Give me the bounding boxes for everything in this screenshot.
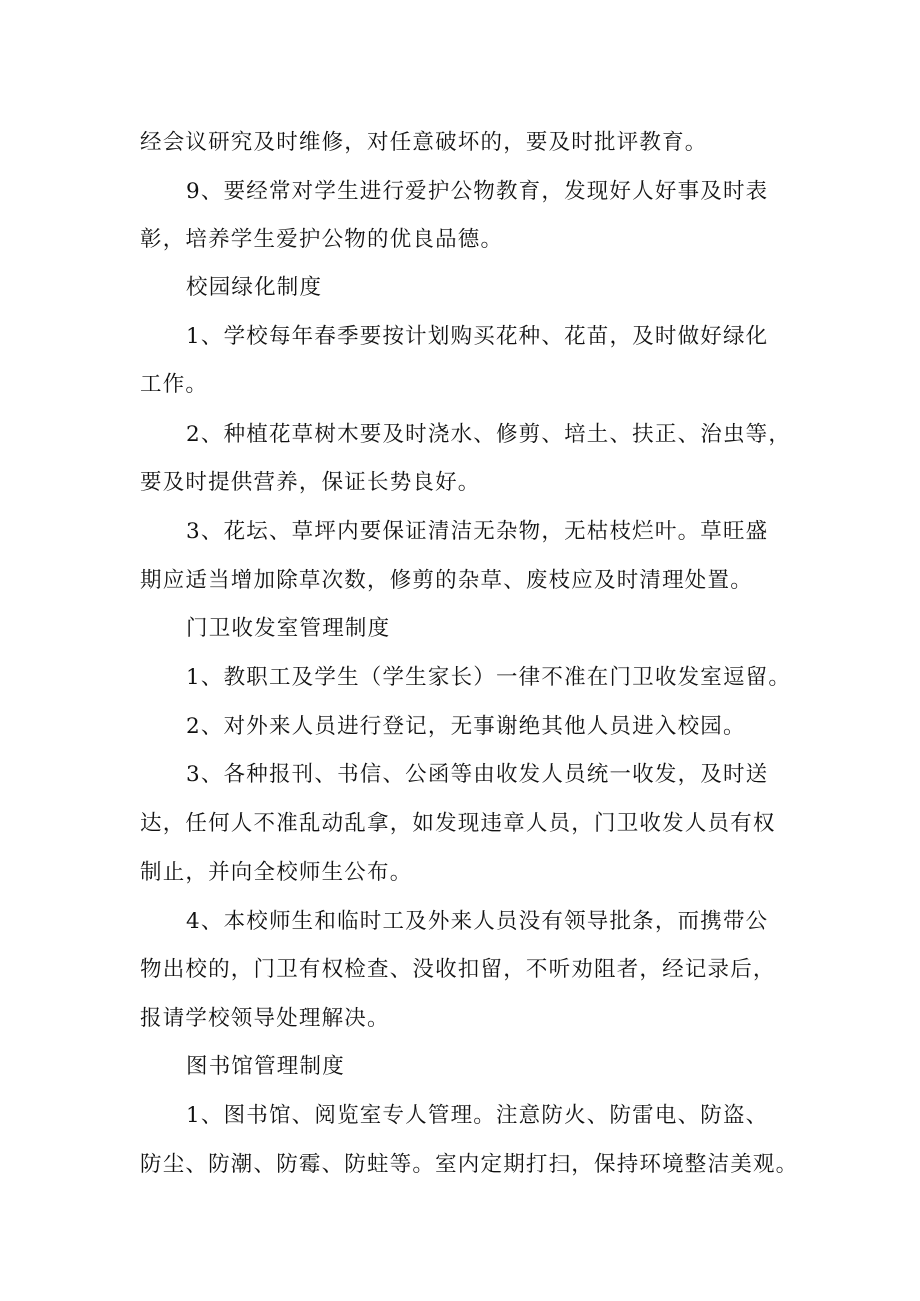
text-line: 1、教职工及学生（学生家长）一律不准在门卫收发室逗留。 [186,665,792,690]
section-heading: 门卫收发室管理制度 [186,616,391,641]
text-line: 9、要经常对学生进行爱护公物教育，发现好人好事及时表 [186,179,769,204]
text-line: 经会议研究及时维修，对任意破坏的，要及时批评教育。 [140,130,708,155]
text-line: 3、花坛、草坪内要保证清洁无杂物，无枯枝烂叶。草旺盛 [186,519,769,544]
text-line: 工作。 [140,372,209,397]
text-line: 2、种植花草树木要及时浇水、修剪、培土、扶正、治虫等， [186,422,792,447]
text-line: 防尘、防潮、防霉、防蛀等。室内定期打扫，保持环境整洁美观。 [140,1152,799,1177]
text-line: 4、本校师生和临时工及外来人员没有领导批条，而携带公 [186,909,769,934]
text-line: 1、图书馆、阅览室专人管理。注意防火、防雷电、防盗、 [186,1103,769,1128]
text-line: 制止，并向全校师生公布。 [140,860,413,885]
section-heading: 校园绿化制度 [186,275,323,300]
text-line: 期应适当增加除草次数，修剪的杂草、废枝应及时清理处置。 [140,568,753,593]
text-line: 报请学校领导处理解决。 [140,1006,390,1031]
section-heading: 图书馆管理制度 [186,1054,345,1079]
text-line: 物出校的，门卫有权检查、没收扣留，不听劝阻者，经记录后， [140,957,776,982]
text-line: 彰，培养学生爱护公物的优良品德。 [140,227,504,252]
text-line: 3、各种报刊、书信、公函等由收发人员统一收发，及时送 [186,762,769,787]
text-line: 达，任何人不准乱动乱拿，如发现违章人员，门卫收发人员有权 [140,811,776,836]
text-line: 要及时提供营养，保证长势良好。 [140,470,481,495]
text-line: 1、学校每年春季要按计划购买花种、花苗，及时做好绿化 [186,324,769,349]
text-line: 2、对外来人员进行登记，无事谢绝其他人员进入校园。 [186,714,746,739]
